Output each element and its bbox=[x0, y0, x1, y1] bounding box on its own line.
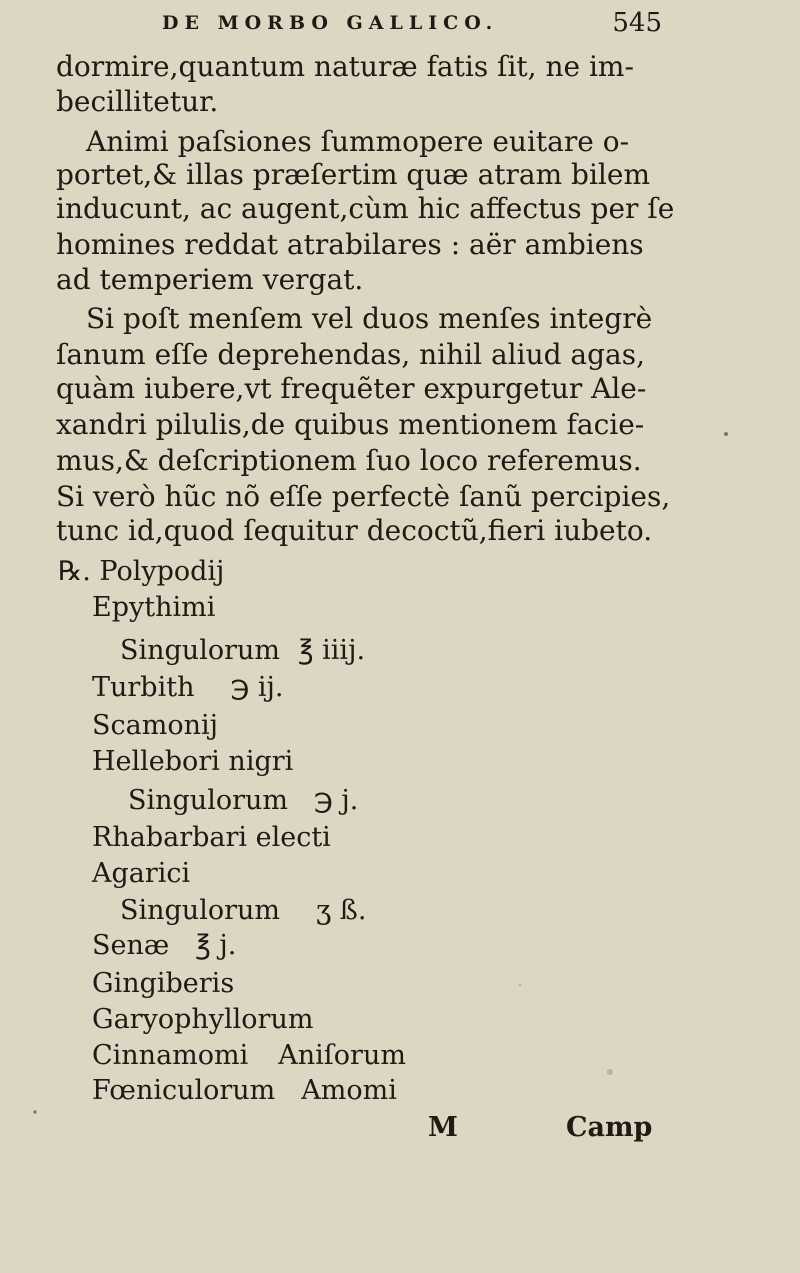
recipe-ingredient: Aniſorum bbox=[278, 1040, 406, 1071]
text-line: Si verò hũc nõ eſſe perfectè ſanũ percipies, bbox=[56, 480, 671, 513]
recipe-ingredient: Garyophyllorum bbox=[92, 1004, 314, 1035]
recipe-ingredient: Gingiberis bbox=[92, 968, 235, 999]
text-line: dormire,quantum naturæ fatis ſit, ne im- bbox=[56, 50, 634, 83]
text-line: Si poſt menſem vel duos menſes integrè bbox=[86, 302, 653, 335]
text-line: ſanum eſſe deprehendas, nihil aliud agas, bbox=[56, 338, 646, 371]
text-line: homines reddat atrabilares : aër ambiens bbox=[56, 228, 644, 261]
recipe-dose: ʒ ß. bbox=[315, 895, 367, 926]
text-line: tunc id,quod ſequitur decoctũ,fieri iubeto. bbox=[56, 514, 653, 547]
recipe-ingredient: Cinnamomi bbox=[92, 1040, 249, 1071]
recipe-ingredient: ℞. Polypodij bbox=[58, 556, 225, 587]
recipe-dose: ℥ j. bbox=[195, 930, 237, 961]
recipe-ingredient: Rhabarbari electi bbox=[92, 822, 331, 853]
recipe-ingredient: Singulorum bbox=[120, 635, 280, 666]
recipe-ingredient: Turbith bbox=[92, 672, 195, 703]
text-line: mus,& deſcriptionem ſuo loco referemus. bbox=[56, 444, 642, 477]
signature-mark: M bbox=[428, 1112, 458, 1143]
recipe-ingredient: Scamonij bbox=[92, 710, 218, 741]
recipe-dose: ℈ j. bbox=[313, 785, 359, 816]
recipe-ingredient: Singulorum bbox=[120, 895, 280, 926]
recipe-ingredient: Hellebori nigri bbox=[92, 746, 294, 777]
catchword: Camp bbox=[566, 1112, 653, 1143]
recipe-dose: ℥ iiij. bbox=[297, 635, 366, 666]
recipe-ingredient: Singulorum bbox=[128, 785, 288, 816]
recipe-ingredient: Senæ bbox=[92, 930, 170, 961]
text-line: inducunt, ac augent,cùm hic affectus per ſe bbox=[56, 192, 675, 225]
recipe-ingredient: Agarici bbox=[92, 858, 191, 889]
text-line: portet,& illas præſertim quæ atram bilem bbox=[56, 158, 651, 191]
text-line: becillitetur. bbox=[56, 85, 219, 118]
recipe-ingredient: Amomi bbox=[301, 1075, 397, 1106]
text-line: quàm iubere,vt frequẽter expurgetur Ale- bbox=[56, 372, 647, 405]
page-number: 545 bbox=[612, 8, 662, 38]
recipe-ingredient: Epythimi bbox=[92, 592, 216, 623]
recipe-ingredient: Fœniculorum bbox=[92, 1075, 276, 1106]
running-title: DE MORBO GALLICO. bbox=[162, 12, 499, 34]
text-line: ad temperiem vergat. bbox=[56, 263, 364, 296]
text-line: Animi paſsiones ſummopere euitare o- bbox=[86, 125, 630, 158]
recipe-dose: ℈ ij. bbox=[230, 672, 284, 703]
text-line: xandri pilulis,de quibus mentionem facie- bbox=[56, 408, 645, 441]
